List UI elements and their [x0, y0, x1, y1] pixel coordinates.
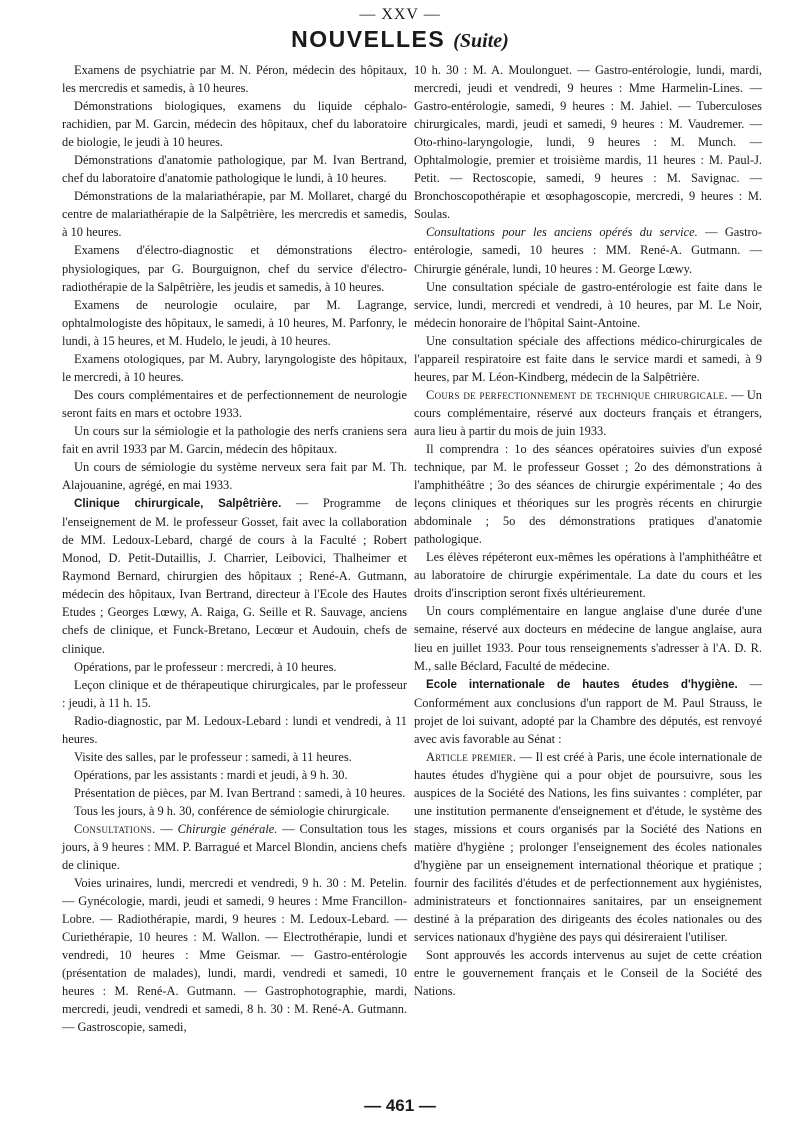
left-column [62, 61, 407, 1037]
paragraph: Une consultation spéciale des affections médico-chirurgicales de l'appareil respiratoire est faite dans le service mardi et samedi, à 9 heures, par M. Léon-Kindberg, médecin de la Salpêtrière. [414, 333, 762, 384]
paragraph: Radio-diagnostic, par M. Ledoux-Lebard : lundi et vendredi, à 11 heures. [62, 713, 407, 746]
section-heading: Clinique chirurgicale, Salpêtrière. [74, 497, 282, 511]
paragraph: Opérations, par le professeur : mercredi, à 10 heures. [74, 659, 337, 674]
paragraph: Démonstrations biologiques, examens du liquide céphalo-rachidien, par M. Garcin, médecin des hôpitaux, chef du laboratoire de biologie, le jeudi à 10 heures. [62, 99, 407, 150]
paragraph: Examens otologiques, par M. Aubry, laryngologiste des hôpitaux, le mercredi, à 10 heures. [62, 351, 407, 384]
roman-page-number: — XXV — [359, 6, 441, 23]
paragraph: Tous les jours, à 9 h. 30, conférence de sémiologie chirurgicale. [74, 803, 390, 818]
small-caps-heading: Article premier. [426, 749, 517, 764]
paragraph: Examens d'électro-diagnostic et démonstrations électro-physiologiques, par G. Bourguignon, chef du service d'électro-radiothérapie de la Salpêtrière, les jeudis et samedis, à 10 heures. [62, 243, 407, 294]
paragraph: Présentation de pièces, par M. Ivan Bertrand : samedi, à 10 heures. [74, 785, 406, 800]
paragraph-body: — Un cours complémentaire, réservé aux docteurs français et étrangers, aura lieu à partir du mois de juin 1933. [414, 387, 762, 438]
page-header [0, 26, 800, 53]
paragraph [414, 675, 762, 748]
paragraph: Examens de psychiatrie par M. N. Péron, médecin des hôpitaux, les mercredis et samedis, à 10 heures. [62, 63, 407, 96]
paragraph [62, 820, 407, 874]
paragraph: Examens de neurologie oculaire, par M. Lagrange, ophtalmologiste des hôpitaux, le samedi, à 10 heures, M. Parfonry, le lundi, à 15 heures, et M. Hudelo, le jeudi, à 10 heures. [62, 297, 407, 348]
paragraph [62, 494, 407, 657]
paragraph-body: — Programme de l'enseignement de M. le professeur Gosset, fait avec la collaboration de MM. Ledoux-Lebard, chargé de cours à la Faculté ; Robert Monod, D. Petit-Dutaillis, J. Charrier, Leibovici, Thalheimer et Raymond Bernard, chirurgien des hôpitaux ; René-A. Gutmann, médecin des hôpitaux, Ivan Bertrand, directeur à l'Ecole des Hautes Etudes ; Georges Lœwy, A. Raiga, G. Seille et R. Sauvage, anciens chefs de clinique, et Funck-Bretano, Lecœur et Audouin, chefs de clinique. [62, 496, 408, 656]
paragraph [414, 223, 762, 277]
paragraph-body: — Il est créé à Paris, une école internationale de hautes études d'hygiène qui a pour objet de poursuivre, sous les auspices de la Société des Nations, les fins suivantes : compléter, par une institution permanente d'enseignement et d'étude, le système des stages, missions et cours organisés par la Société des Nations en matière d'hygiène ; prolonger l'enseignement des écoles nationales d'hygiène par un enseignement international théorique et pratique ; fournir des facilités d'études et de perfectionnement aux hygiénistes, administrateurs et fonctionnaires sanitaires, par un enseignement destiné à la préparation des dirigeants des écoles nationales ou des services nationaux d'hygiène des pays qui désireraient l'utiliser. [414, 749, 763, 945]
paragraph: Démonstrations de la malariathérapie, par M. Mollaret, chargé du centre de malariathérapie de la Salpêtrière, les mercredis et samedis, à 10 heures. [62, 189, 407, 240]
right-column [414, 61, 762, 1000]
section-title: NOUVELLES [291, 26, 446, 52]
section-heading: Ecole internationale de hautes études d'hygiène. [426, 677, 738, 691]
section-title-suite: (Suite) [453, 30, 509, 52]
paragraph: Voies urinaires, lundi, mercredi et vendredi, 9 h. 30 : M. Petelin. — Gynécologie, mardi, jeudi et samedi, 9 heures : Mme Francillon-Lobre. — Radiothérapie, mardi, 9 heures : M. Ledoux-Lebard. — Curiethérapie, 10 heures : M. Wallon. — Electrothérapie, lundi et vendredi, 10 heures : Mme Geismar. — Gastro-entérologie (présentation de malades), lundi, mardi, vendredi et samedi, 10 heures : M. René-A. Gutmann. — Gastrophotographie, mardi, mercredi, jeudi, vendredi et samedi, 8 h. 30 : M. René-A. Gutmann. — Gastroscopie, samedi, [62, 876, 407, 1035]
paragraph [414, 386, 762, 440]
paragraph-body: — Consultation tous les jours, à 9 heures : MM. P. Barragué et Marcel Blondin, anciens chefs de clinique. [62, 821, 407, 873]
paragraph: Démonstrations d'anatomie pathologique, par M. Ivan Bertrand, chef du laboratoire d'anatomie pathologique le lundi, à 10 heures. [62, 153, 407, 186]
paragraph: Opérations, par les assistants : mardi et jeudi, à 9 h. 30. [74, 767, 348, 782]
paragraph: Une consultation spéciale de gastro-entérologie est faite dans le service, lundi, mercredi et vendredi, à 10 heures, par M. Le Noir, médecin honoraire de l'hôpital Saint-Antoine. [414, 279, 762, 330]
paragraph: Sont approuvés les accords intervenus au sujet de cette création entre le gouvernement français et le Conseil de la Société des Nations. [414, 948, 762, 999]
dash: — [155, 821, 178, 836]
paragraph: Leçon clinique et de thérapeutique chirurgicales, par le professeur : jeudi, à 11 h. 15. [62, 677, 407, 710]
paragraph-body: — Conformément aux conclusions d'un rapport de M. Paul Strauss, le projet de loi suivant, adopté par la Chambre des députés, est renvoyé avec avis favorable au Sénat : [414, 676, 762, 746]
paragraph: Un cours de sémiologie du système nerveux sera fait par M. Th. Alajouanine, agrégé, en mai 1933. [62, 460, 407, 493]
paragraph [414, 748, 762, 947]
italic-heading: Chirurgie générale. [177, 821, 278, 836]
paragraph-body: — Gastro-entérologie, samedi, 10 heures : MM. René-A. Gutmann. — Chirurgie générale, lundi, 10 heures : M. George Lœwy. [414, 225, 762, 276]
paragraph-continued: 10 h. 30 : M. A. Moulonguet. — Gastro-entérologie, lundi, mardi, mercredi, jeudi et vendredi, 9 heures : Mme Harmelin-Lines. — Gastro-entérologie, samedi, 9 heures : M. Jahiel. — Tuberculoses chirurgicales, mardi, jeudi et samedi, 9 heures : M. Vaudremer. — Oto-rhino-laryngologie, lundi, 9 heures : M. Munch. — Ophtalmologie, premier et troisième mardis, 11 heures : M. Paul-J. Petit. — Rectoscopie, samedi, 9 heures : M. Savignac. — Bronchoscopothérapie et œsophagoscopie, mercredi, 9 heures : M. Soulas. [414, 63, 762, 222]
small-caps-heading: Cours de perfectionnement de technique chirurgicale. [426, 387, 728, 402]
paragraph: Visite des salles, par le professeur : samedi, à 11 heures. [74, 749, 352, 764]
paragraph: Des cours complémentaires et de perfectionnement de neurologie seront faits en mars et octobre 1933. [62, 387, 407, 420]
paragraph: Un cours sur la sémiologie et la pathologie des nerfs craniens sera fait en avril 1933 par M. Garcin, médecin des hôpitaux. [62, 423, 407, 456]
italic-heading: Consultations pour les anciens opérés du service. [426, 225, 698, 240]
paragraph: Il comprendra : 1o des séances opératoires suivies d'un exposé technique, par M. le professeur Gosset ; 2o des démonstrations à l'amphithéâtre ; 3o des séances de chirurgie expérimentale ; 4o des leçons cliniques et théoriques sur les progrès récents en chirurgie abdominale ; 5o des démonstrations pratiques d'anatomie pathologique. [414, 441, 762, 547]
page-number: — 461 — [364, 1096, 436, 1115]
small-caps-heading: Consultations. [74, 821, 156, 836]
paragraph: Les élèves répéteront eux-mêmes les opérations à l'amphithéâtre et au laboratoire de chirurgie expérimentale. La date du cours et les droits d'inscription seront fixés ultérieurement. [414, 550, 762, 601]
paragraph: Un cours complémentaire en langue anglaise d'une durée d'une semaine, réservé aux docteurs en médecine de langue anglaise, aura lieu en juillet 1933. Pour tous renseignements s'adresser à l'A. D. R. M., salle Béclard, Faculté de médecine. [414, 604, 762, 673]
